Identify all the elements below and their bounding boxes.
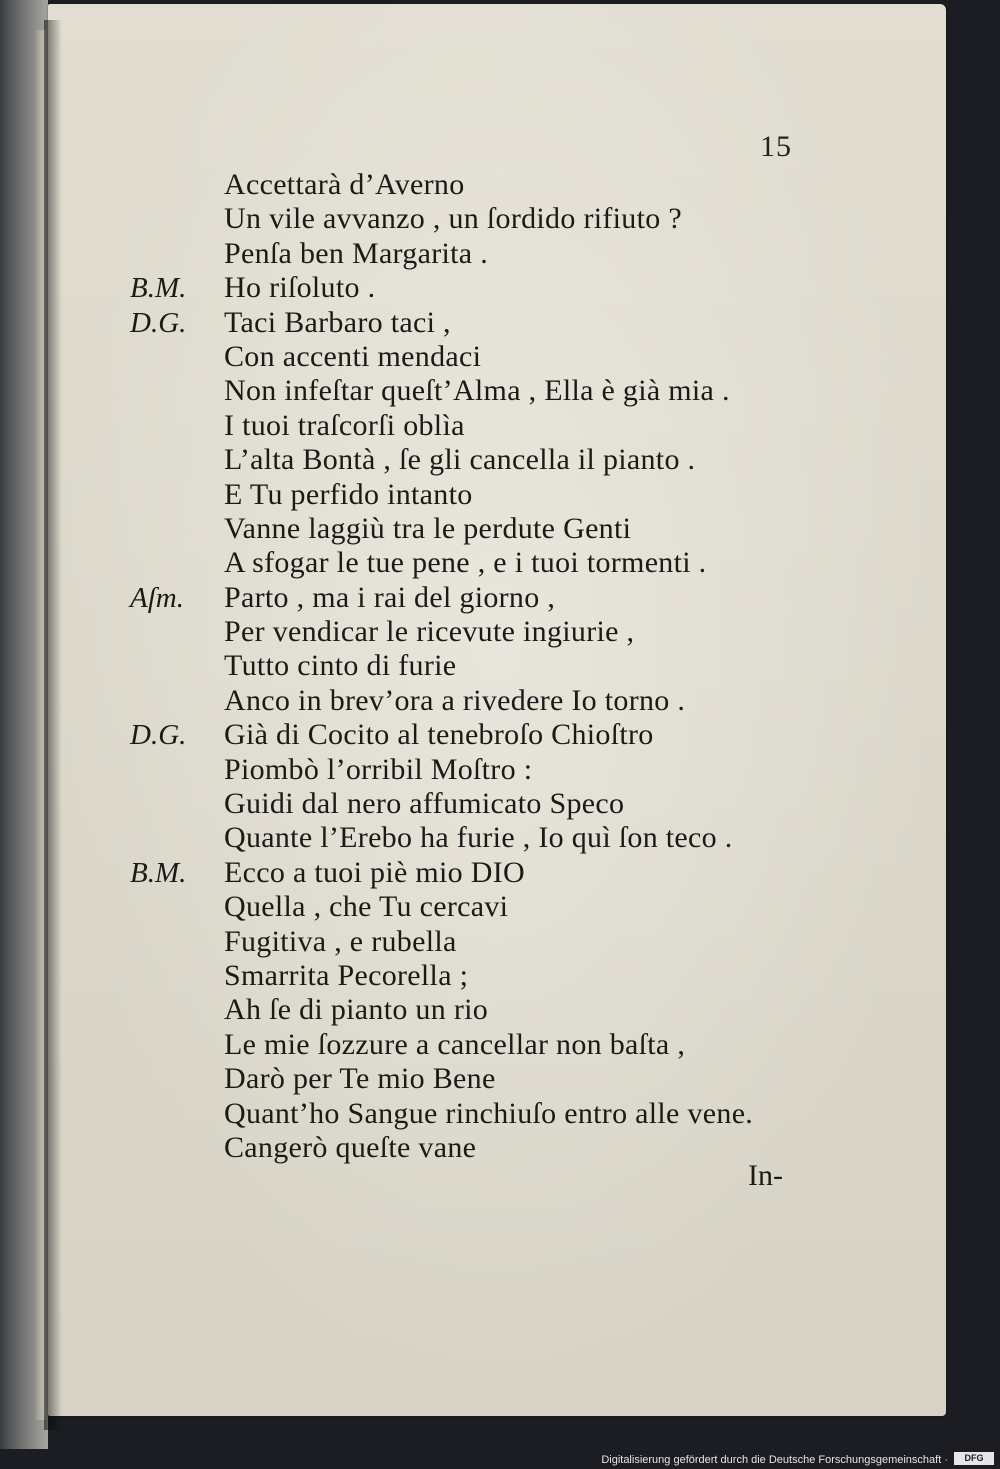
- verse-text: Cangerò queſte vane: [224, 1130, 477, 1164]
- verse-line: [48, 821, 946, 855]
- verse-text: Accettarà d’Averno: [224, 168, 465, 201]
- speaker-label: D.G.: [130, 719, 187, 752]
- verse-text: Fugitiva , e rubella: [224, 924, 457, 958]
- verse-line: [48, 1131, 946, 1165]
- verse-line: [48, 237, 946, 271]
- catchword: In-: [748, 1159, 783, 1192]
- verse-line: [48, 787, 946, 821]
- verse-text: Anco in brev’ora a rivedere Io torno .: [224, 683, 686, 717]
- speaker-label: B.M.: [130, 272, 187, 305]
- verse-text: Già di Cocito al tenebroſo Chioſtro: [224, 718, 654, 752]
- verse-text: Ho riſoluto .: [224, 271, 376, 305]
- speaker-label: Aſm.: [130, 581, 184, 614]
- verse-line: [48, 1028, 946, 1062]
- verse-line: [48, 1062, 946, 1096]
- verse-text: Quella , che Tu cercavi: [224, 890, 509, 924]
- verse-line: [48, 512, 946, 546]
- verse-text: Vanne laggiù tra le perdute Genti: [224, 511, 632, 545]
- verse-text: Ah ſe di pianto un rio: [224, 993, 489, 1027]
- speaker-label: D.G.: [130, 306, 187, 339]
- verse-text: Le mie ſozzure a cancellar non baſta ,: [224, 1027, 686, 1061]
- verse-text: A sfogar le tue pene , e i tuoi tormenti .: [224, 546, 707, 580]
- scanned-page: [48, 4, 946, 1416]
- verse-text: Ecco a tuoi piè mio DIO: [224, 855, 525, 889]
- verse-line: [48, 409, 946, 443]
- verse-text: Con accenti mendaci: [224, 339, 482, 373]
- dfg-logo: DFG: [954, 1452, 994, 1465]
- verse-line: [48, 168, 946, 202]
- verse-line: [48, 856, 946, 890]
- verse-line: [48, 202, 946, 236]
- verse-block: [48, 168, 946, 1165]
- page-number: 15: [760, 130, 792, 163]
- verse-line: [48, 374, 946, 408]
- gutter-shadow: [44, 20, 62, 1430]
- verse-line: [48, 478, 946, 512]
- verse-text: Per vendicar le ricevute ingiurie ,: [224, 615, 635, 649]
- verse-line: [48, 443, 946, 477]
- verse-text: E Tu perfido intanto: [224, 477, 473, 511]
- verse-line: [48, 340, 946, 374]
- verse-line: [48, 890, 946, 924]
- verse-text: Penſa ben Margarita .: [224, 236, 488, 270]
- verse-line: [48, 581, 946, 615]
- verse-line: [48, 718, 946, 752]
- verse-line: [48, 306, 946, 340]
- verse-text: I tuoi traſcorſi oblìa: [224, 408, 465, 442]
- verse-line: [48, 993, 946, 1027]
- verse-line: [48, 684, 946, 718]
- verse-text: Darò per Te mio Bene: [224, 1062, 496, 1096]
- verse-text: Guidi dal nero affumicato Speco: [224, 787, 625, 821]
- verse-line: [48, 271, 946, 305]
- digitization-credit: Digitalisierung gefördert durch die Deutsche Forschungsgemeinschaft ·: [601, 1454, 948, 1466]
- verse-line: [48, 649, 946, 683]
- verse-line: [48, 925, 946, 959]
- verse-text: Taci Barbaro taci ,: [224, 305, 451, 339]
- verse-line: [48, 1097, 946, 1131]
- verse-text: Quant’ho Sangue rinchiuſo entro alle vene.: [224, 1096, 754, 1130]
- verse-text: Tutto cinto di furie: [224, 649, 457, 683]
- verse-text: Smarrita Pecorella ;: [224, 958, 469, 992]
- verse-text: Parto , ma i rai del giorno ,: [224, 580, 556, 614]
- speaker-label: B.M.: [130, 856, 187, 889]
- verse-text: Non infeſtar queſt’Alma , Ella è già mia .: [224, 374, 730, 408]
- verse-line: [48, 753, 946, 787]
- verse-line: [48, 959, 946, 993]
- verse-text: L’alta Bontà , ſe gli cancella il pianto .: [224, 443, 696, 477]
- verse-line: [48, 546, 946, 580]
- verse-text: Piombò l’orribil Moſtro :: [224, 752, 533, 786]
- verse-text: Un vile avvanzo , un ſordido rifiuto ?: [224, 202, 682, 236]
- verse-text: Quante l’Erebo ha furie , Io quì ſon teco .: [224, 821, 733, 855]
- verse-line: [48, 615, 946, 649]
